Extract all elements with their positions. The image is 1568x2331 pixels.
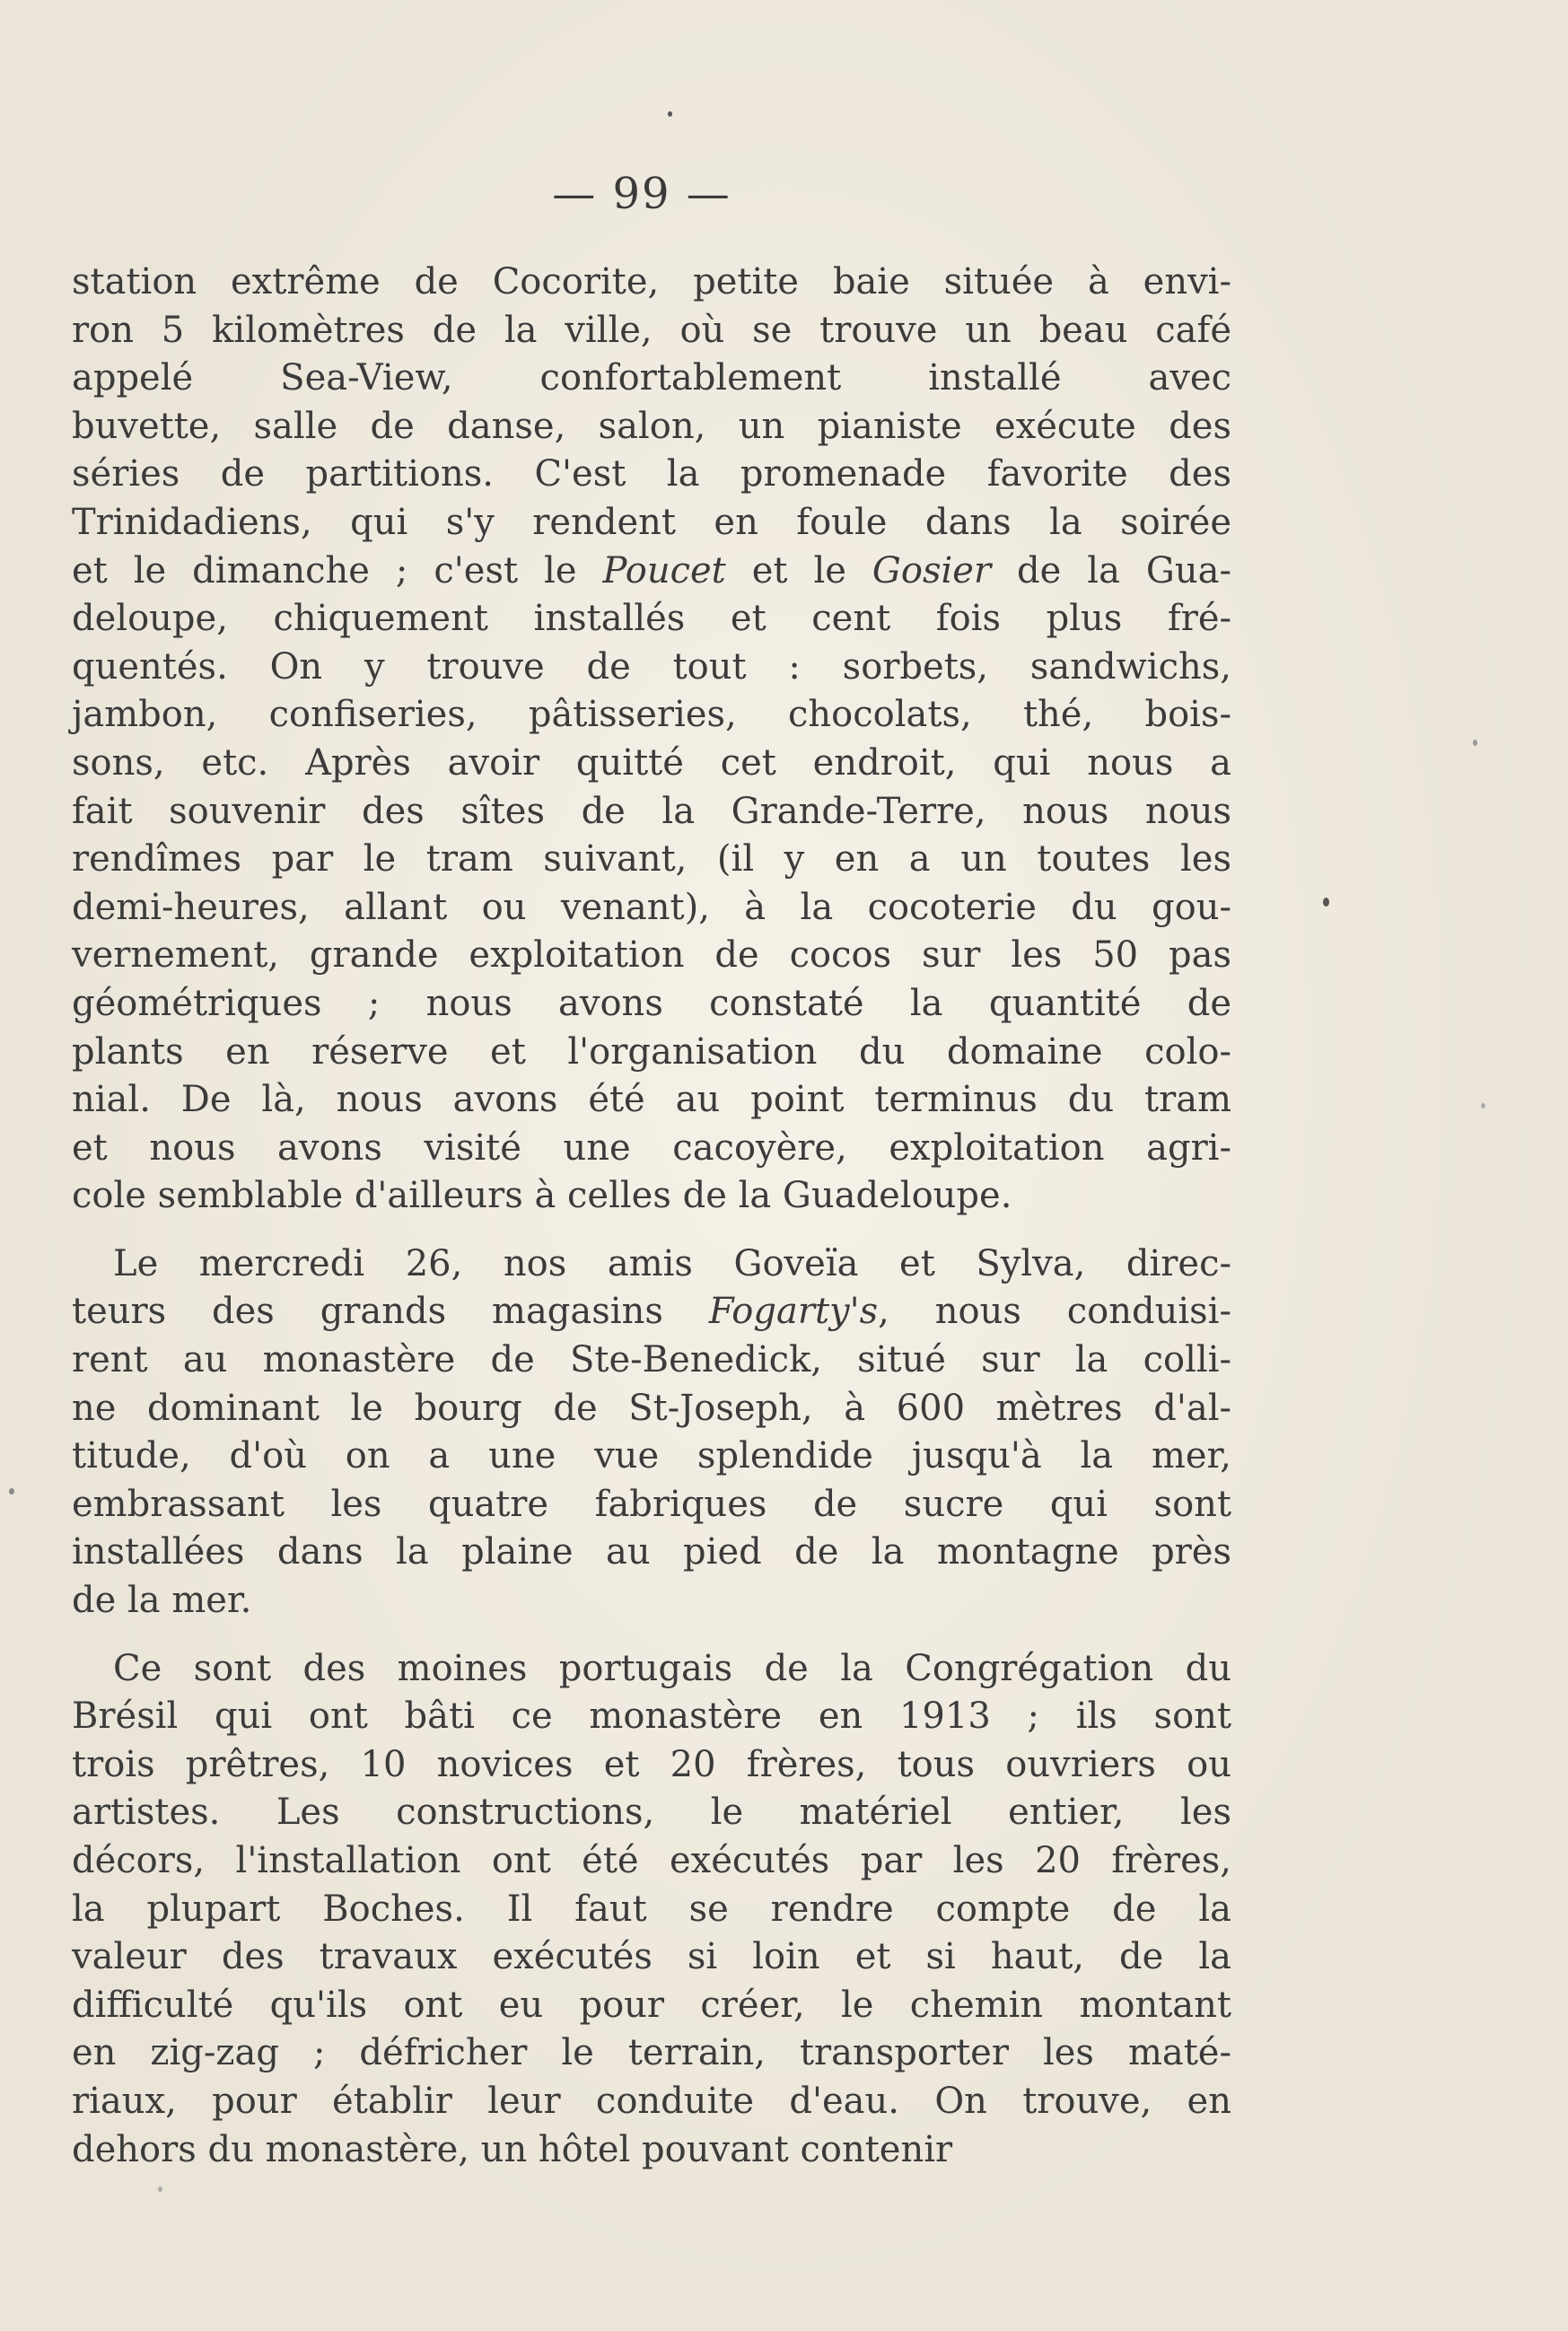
text-line: Brésil qui ont bâti ce monastère en 1913 ; ils sont — [72, 1696, 1231, 1738]
text-line: Le mercredi 26, nos amis Goveïa et Sylva, direc- — [113, 1242, 1231, 1284]
text-line: station extrême de Cocorite, petite baie située à envi- — [72, 261, 1231, 302]
text-line: titude, d'où on a une vue splendide jusqu'à la mer, — [72, 1435, 1231, 1477]
text-line: nial. De là, nous avons été au point terminus du tram — [72, 1079, 1231, 1121]
text-line: de la mer. — [72, 1580, 252, 1622]
text-line: buvette, salle de danse, salon, un pianiste exécute des — [72, 405, 1231, 447]
text-line: Trinidadiens, qui s'y rendent en foule dans la soirée — [72, 501, 1231, 543]
text-line: quentés. On y trouve de tout : sorbets, sandwichs, — [72, 645, 1231, 688]
text-line: Ce sont des moines portugais de la Congrégation du — [113, 1647, 1231, 1689]
text-line: trois prêtres, 10 novices et 20 frères, tous ouvriers ou — [72, 1743, 1231, 1785]
paragraph — [72, 1645, 1231, 2175]
italic-term: Gosier — [872, 549, 992, 592]
paper-speck — [1323, 898, 1329, 907]
paper-speck — [158, 2186, 162, 2192]
paragraph — [72, 1240, 1231, 1626]
text-line: valeur des travaux exécutés si loin et si haut, de la — [72, 1936, 1231, 1978]
text-line: difficulté qu'ils ont eu pour créer, le chemin montant — [72, 1984, 1231, 2026]
text-line: rent au monastère de Ste-Benedick, situé sur la colli- — [72, 1339, 1231, 1381]
text-line: deloupe, chiquement installés et cent fois plus fré- — [72, 598, 1231, 640]
paper-speck — [1473, 740, 1477, 746]
paragraph-gap — [72, 1626, 1231, 1645]
text-line: teurs des grands magasins Fogarty's, nous conduisi- — [72, 1291, 1231, 1333]
text-line: rendîmes par le tram suivant, (il y en a un toutes les — [72, 838, 1231, 881]
text-line: artistes. Les constructions, le matériel entier, les — [72, 1792, 1231, 1834]
text-line: en zig-zag ; défricher le terrain, transporter les maté- — [72, 2032, 1231, 2074]
text-line: riaux, pour établir leur conduite d'eau. On trouve, en — [72, 2080, 1231, 2122]
text-line: et le dimanche ; c'est le Poucet et le Gosier de la Gua- — [72, 549, 1232, 592]
text-line: cole semblable d'ailleurs à celles de la Guadeloupe. — [72, 1175, 1012, 1217]
text-line: plants en réserve et l'organisation du domaine colo- — [72, 1030, 1231, 1073]
text-line: dehors du monastère, un hôtel pouvant contenir — [72, 2128, 953, 2170]
text-line: séries de partitions. C'est la promenade favorite des — [72, 453, 1231, 495]
text-line: fait souvenir des sîtes de la Grande-Terre, nous nous — [72, 790, 1231, 832]
paper-speck — [9, 1488, 14, 1494]
text-line: et nous avons visité une cacoyère, exploitation agri- — [72, 1126, 1231, 1169]
paper-speck — [668, 111, 672, 117]
paragraph — [72, 259, 1231, 1221]
text-line: vernement, grande exploitation de cocos sur les 50 pas — [72, 934, 1231, 977]
text-line: jambon, confiseries, pâtisseries, chocolats, thé, bois- — [72, 694, 1231, 736]
body-text — [72, 259, 1231, 2174]
text-line: embrassant les quatre fabriques de sucre qui sont — [72, 1483, 1231, 1525]
paragraph-gap — [72, 1221, 1231, 1240]
text-line: appelé Sea-View, confortablement installé avec — [72, 357, 1231, 399]
paper-speck — [1481, 1103, 1485, 1109]
text-line: géométriques ; nous avons constaté la quantité de — [72, 982, 1231, 1024]
text-line: ron 5 kilomètres de la ville, où se trouve un beau café — [72, 309, 1231, 351]
text-line: ne dominant le bourg de St-Joseph, à 600 mètres d'al- — [72, 1387, 1231, 1429]
text-line: sons, etc. Après avoir quitté cet endroit, qui nous a — [72, 741, 1231, 784]
text-line: décors, l'installation ont été exécutés par les 20 frères, — [72, 1840, 1231, 1881]
text-line: demi-heures, allant ou venant), à la cocoterie du gou- — [72, 886, 1231, 928]
italic-term: Fogarty's — [708, 1291, 879, 1333]
text-line: la plupart Boches. Il faut se rendre compte de la — [72, 1888, 1231, 1930]
text-line: installées dans la plaine au pied de la montagne près — [72, 1531, 1231, 1573]
italic-term: Poucet — [602, 549, 726, 592]
page-number: — 99 — — [552, 169, 731, 219]
